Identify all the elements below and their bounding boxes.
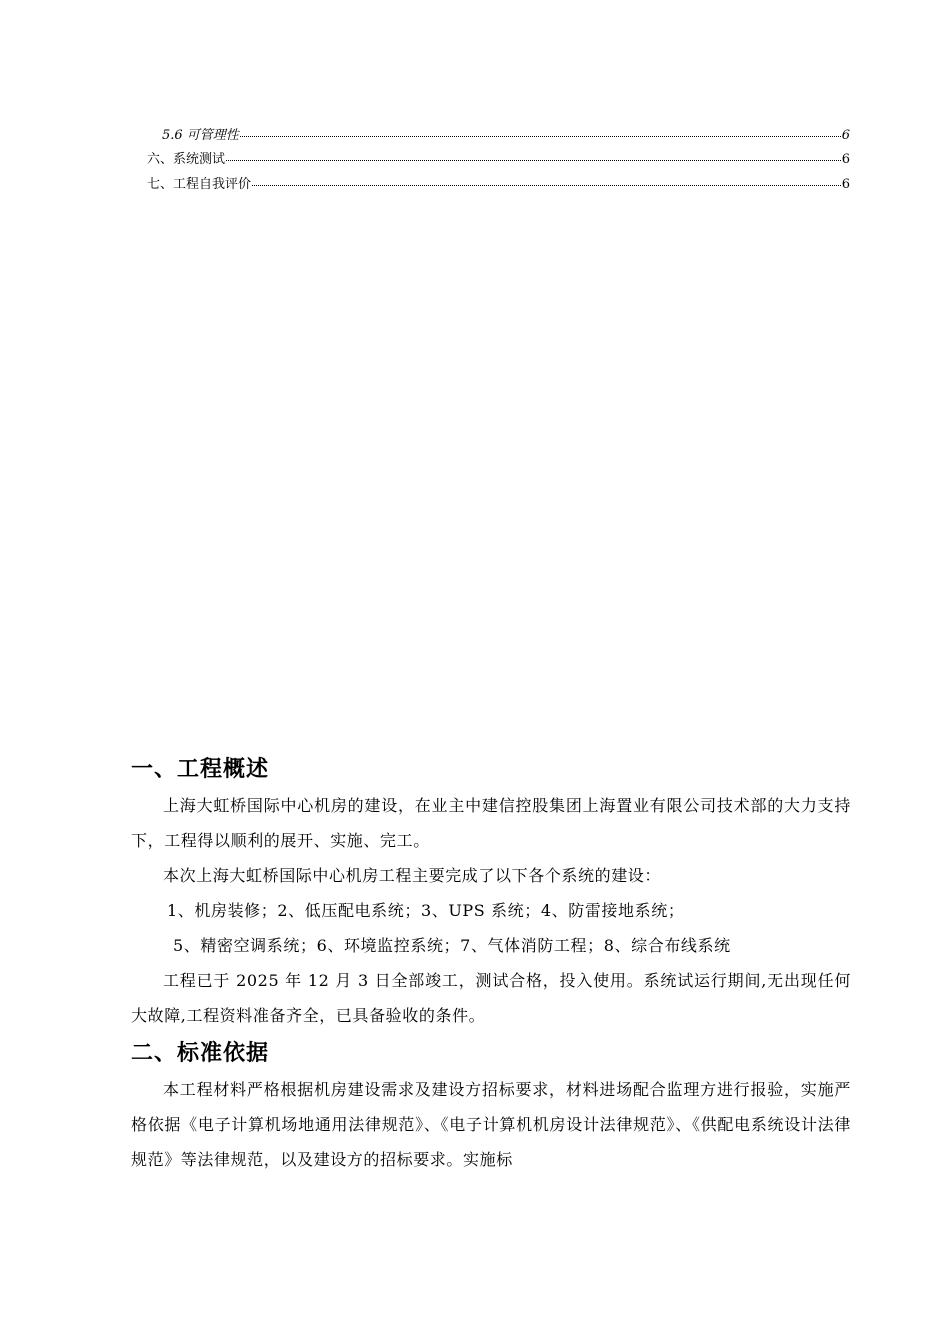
section-standards bbox=[131, 1036, 851, 1177]
section-overview bbox=[131, 752, 851, 1033]
paragraph: 上海大虹桥国际中心机房的建设，在业主中建信控股集团上海置业有限公司技术部的大力支持下，工程得以顺利的展开、实施、完工。 bbox=[131, 796, 851, 850]
toc-entry[interactable] bbox=[147, 173, 850, 195]
paragraph: 本工程材料严格根据机房建设需求及建设方招标要求，材料进场配合监理方进行报验，实施严格依据《电子计算机场地通用法律规范》、《电子计算机机房设计法律规范》、《供配电系统设计法律规范》等法律规范，以及建设方的招标要求。实施标 bbox=[131, 1080, 851, 1169]
toc-leader-dots bbox=[226, 146, 841, 161]
section-heading: 一、工程概述 bbox=[131, 757, 270, 782]
toc-leader-dots bbox=[252, 171, 841, 186]
toc-entry-label: 5.6 可管理性 bbox=[162, 128, 239, 143]
section-heading: 二、标准依据 bbox=[131, 1041, 270, 1066]
toc-entry-page: 6 bbox=[841, 128, 850, 143]
toc-leader-dots bbox=[240, 122, 841, 137]
toc-entry[interactable] bbox=[147, 148, 850, 170]
toc-entry-label: 七、工程自我评价 bbox=[147, 177, 252, 192]
system-list-line: 1、机房装修；2、低压配电系统；3、UPS 系统；4、防雷接地系统； bbox=[167, 901, 685, 920]
paragraph: 工程已于 2025 年 12 月 3 日全部竣工，测试合格，投入使用。系统试运行期间,无出现任何大故障,工程资料准备齐全，已具备验收的条件。 bbox=[131, 971, 851, 1025]
toc-entry-page: 6 bbox=[841, 177, 850, 192]
toc-entry-page: 6 bbox=[841, 152, 850, 167]
paragraph: 本次上海大虹桥国际中心机房工程主要完成了以下各个系统的建设： bbox=[163, 866, 662, 885]
system-list-line: 5、精密空调系统；6、环境监控系统；7、气体消防工程；8、综合布线系统 bbox=[173, 936, 731, 955]
document-body bbox=[131, 752, 851, 1177]
toc-entry-label: 六、系统测试 bbox=[147, 152, 226, 167]
toc-entry[interactable] bbox=[162, 124, 850, 146]
